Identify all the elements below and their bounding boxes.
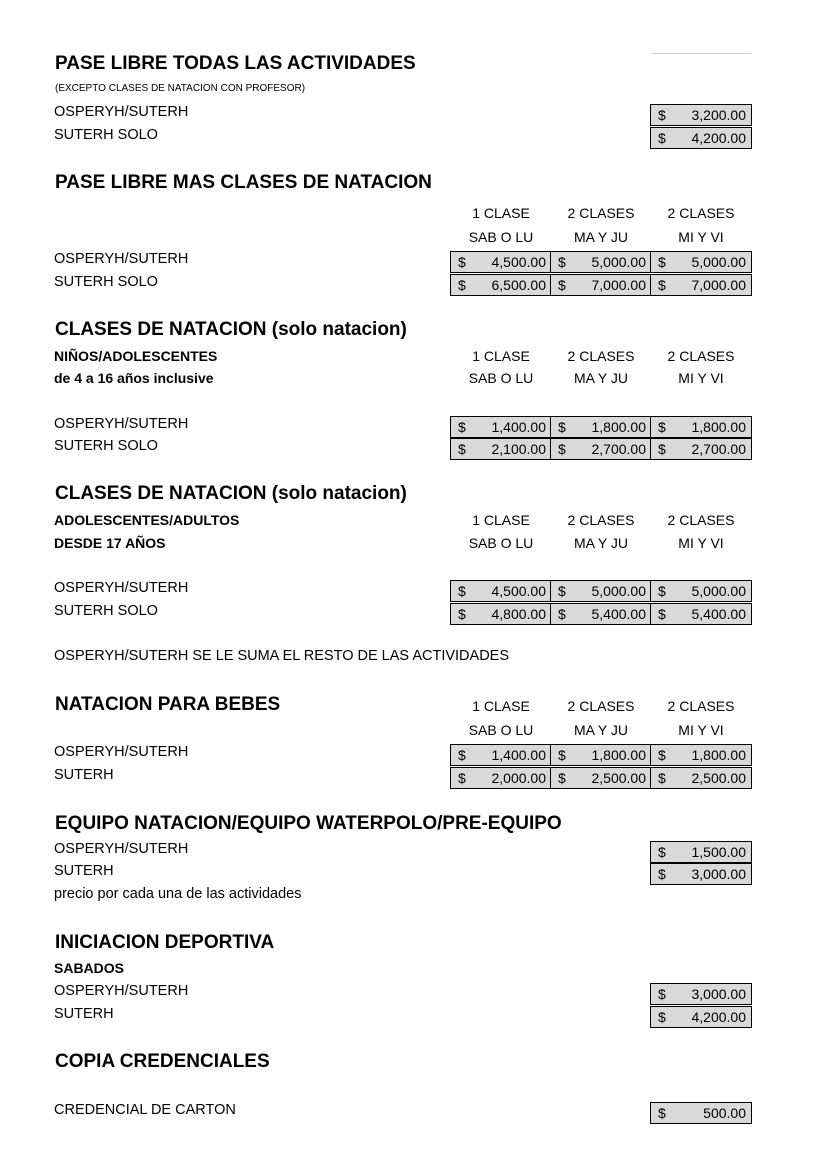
- price-value: 7,000.00: [691, 277, 746, 293]
- price-value: 4,800.00: [491, 606, 546, 622]
- price-cell: [650, 580, 752, 602]
- price-cell: [650, 416, 752, 438]
- price-value: 1,400.00: [491, 747, 546, 763]
- row-label: SUTERH: [54, 1006, 114, 1022]
- currency-symbol: $: [558, 277, 566, 293]
- column-subheader: MA Y JU: [574, 370, 628, 386]
- price-value: 1,800.00: [591, 419, 646, 435]
- currency-symbol: $: [458, 583, 466, 599]
- price-value: 5,400.00: [591, 606, 646, 622]
- row-label: OSPERYH/SUTERH: [54, 416, 189, 432]
- price-value: 2,700.00: [691, 441, 746, 457]
- price-cell: [450, 416, 552, 438]
- price-value: 4,500.00: [491, 583, 546, 599]
- price-value: 5,000.00: [591, 254, 646, 270]
- column-subheader: SAB O LU: [468, 535, 534, 551]
- currency-symbol: $: [658, 747, 666, 763]
- currency-symbol: $: [458, 606, 466, 622]
- price-value: 1,500.00: [691, 844, 746, 860]
- currency-symbol: $: [658, 419, 666, 435]
- column-header: 1 CLASE: [472, 698, 530, 714]
- section-title-equipo: EQUIPO NATACION/EQUIPO WATERPOLO/PRE-EQUIPO: [55, 813, 562, 834]
- price-value: 2,000.00: [491, 770, 546, 786]
- currency-symbol: $: [658, 107, 666, 123]
- price-cell: [550, 767, 652, 789]
- price-value: 7,000.00: [591, 277, 646, 293]
- price-cell: [650, 767, 752, 789]
- price-cell: [650, 274, 752, 296]
- price-value: 1,400.00: [491, 419, 546, 435]
- column-subheader: MA Y JU: [574, 229, 628, 245]
- currency-symbol: $: [458, 254, 466, 270]
- currency-symbol: $: [458, 277, 466, 293]
- price-cell: [450, 603, 552, 625]
- currency-symbol: $: [658, 844, 666, 860]
- row-label: SUTERH SOLO: [54, 603, 158, 619]
- section-title-iniciacion: INICIACION DEPORTIVA: [55, 932, 275, 953]
- section-title-pase-libre: PASE LIBRE TODAS LAS ACTIVIDADES: [55, 53, 416, 74]
- currency-symbol: $: [658, 606, 666, 622]
- section-subtitle: ADOLESCENTES/ADULTOS: [54, 512, 240, 528]
- section-title-credenciales: COPIA CREDENCIALES: [55, 1051, 270, 1072]
- currency-symbol: $: [658, 770, 666, 786]
- column-subheader: MI Y VI: [678, 722, 724, 738]
- section-title-natacion-ninos: CLASES DE NATACION (solo natacion): [55, 319, 407, 340]
- price-value: 3,000.00: [691, 866, 746, 882]
- row-label: SUTERH SOLO: [54, 274, 158, 290]
- row-label: SUTERH SOLO: [54, 127, 158, 143]
- column-subheader: MA Y JU: [574, 722, 628, 738]
- section-title-pase-libre-natacion: PASE LIBRE MAS CLASES DE NATACION: [55, 172, 432, 193]
- column-subheader: SAB O LU: [468, 370, 534, 386]
- currency-symbol: $: [658, 254, 666, 270]
- section-title-natacion-adultos: CLASES DE NATACION (solo natacion): [55, 483, 407, 504]
- column-subheader: SAB O LU: [468, 229, 534, 245]
- price-cell: [550, 416, 652, 438]
- currency-symbol: $: [458, 419, 466, 435]
- price-cell: [450, 438, 552, 460]
- currency-symbol: $: [558, 747, 566, 763]
- currency-symbol: $: [658, 130, 666, 146]
- section-title-natacion-bebes: NATACION PARA BEBES: [55, 694, 281, 715]
- row-label: SUTERH: [54, 767, 114, 783]
- currency-symbol: $: [658, 1105, 666, 1121]
- row-label: OSPERYH/SUTERH: [54, 104, 189, 120]
- price-cell: [550, 274, 652, 296]
- price-value: 5,000.00: [691, 254, 746, 270]
- currency-symbol: $: [558, 441, 566, 457]
- price-cell: [650, 251, 752, 273]
- currency-symbol: $: [658, 583, 666, 599]
- currency-symbol: $: [458, 747, 466, 763]
- price-cell: [650, 438, 752, 460]
- price-value: 3,000.00: [691, 986, 746, 1002]
- currency-symbol: $: [558, 419, 566, 435]
- row-label: OSPERYH/SUTERH: [54, 580, 189, 596]
- section-note: precio por cada una de las actividades: [54, 886, 302, 902]
- price-value: 2,100.00: [491, 441, 546, 457]
- column-header: 2 CLASES: [667, 698, 735, 714]
- column-header: 1 CLASE: [472, 348, 530, 364]
- price-cell: [650, 104, 752, 126]
- currency-symbol: $: [558, 770, 566, 786]
- price-cell: [550, 580, 652, 602]
- row-label: OSPERYH/SUTERH: [54, 251, 189, 267]
- price-value: 2,500.00: [591, 770, 646, 786]
- price-cell: [650, 127, 752, 149]
- price-value: 6,500.00: [491, 277, 546, 293]
- column-header: 2 CLASES: [667, 205, 735, 221]
- price-value: 3,200.00: [691, 107, 746, 123]
- price-value: 1,800.00: [691, 419, 746, 435]
- currency-symbol: $: [458, 441, 466, 457]
- column-header: 1 CLASE: [472, 205, 530, 221]
- currency-symbol: $: [558, 606, 566, 622]
- price-value: 1,800.00: [591, 747, 646, 763]
- column-header: 1 CLASE: [472, 512, 530, 528]
- column-subheader: MI Y VI: [678, 535, 724, 551]
- currency-symbol: $: [658, 986, 666, 1002]
- column-subheader: MI Y VI: [678, 229, 724, 245]
- section-note-excepto: (EXCEPTO CLASES DE NATACION CON PROFESOR): [55, 83, 306, 94]
- currency-symbol: $: [658, 1009, 666, 1025]
- column-subheader: SAB O LU: [468, 722, 534, 738]
- column-subheader: MA Y JU: [574, 535, 628, 551]
- currency-symbol: $: [658, 441, 666, 457]
- row-label: OSPERYH/SUTERH: [54, 983, 189, 999]
- section-subtitle: DESDE 17 AÑOS: [54, 535, 166, 551]
- price-value: 5,400.00: [691, 606, 746, 622]
- price-cell: [450, 274, 552, 296]
- row-label: SUTERH SOLO: [54, 438, 158, 454]
- currency-symbol: $: [558, 254, 566, 270]
- section-subtitle: NIÑOS/ADOLESCENTES: [54, 348, 218, 364]
- price-cell: [650, 863, 752, 885]
- price-value: 500.00: [703, 1105, 746, 1121]
- price-value: 2,500.00: [691, 770, 746, 786]
- price-value: 1,800.00: [691, 747, 746, 763]
- column-header: 2 CLASES: [567, 348, 635, 364]
- column-header: 2 CLASES: [667, 512, 735, 528]
- price-cell: [550, 744, 652, 766]
- section-subtitle: de 4 a 16 años inclusive: [54, 370, 214, 386]
- row-label: CREDENCIAL DE CARTON: [54, 1102, 236, 1118]
- price-cell: [650, 1102, 752, 1124]
- price-value: 5,000.00: [591, 583, 646, 599]
- price-value: 2,700.00: [591, 441, 646, 457]
- price-cell: [550, 251, 652, 273]
- price-cell: [650, 1006, 752, 1028]
- price-cell: [550, 438, 652, 460]
- column-header: 2 CLASES: [567, 512, 635, 528]
- price-cell: [450, 251, 552, 273]
- section-subtitle: SABADOS: [54, 960, 125, 976]
- currency-symbol: $: [558, 583, 566, 599]
- price-cell: [450, 580, 552, 602]
- currency-symbol: $: [458, 770, 466, 786]
- row-label: OSPERYH/SUTERH: [54, 744, 189, 760]
- currency-symbol: $: [658, 866, 666, 882]
- price-value: 4,500.00: [491, 254, 546, 270]
- price-cell: [450, 744, 552, 766]
- column-subheader: MI Y VI: [678, 370, 724, 386]
- column-header: 2 CLASES: [567, 205, 635, 221]
- column-header: 2 CLASES: [667, 348, 735, 364]
- price-cell: [650, 603, 752, 625]
- price-value: 4,200.00: [691, 130, 746, 146]
- row-label: OSPERYH/SUTERH: [54, 841, 189, 857]
- price-cell: [450, 767, 552, 789]
- section-footnote: OSPERYH/SUTERH SE LE SUMA EL RESTO DE LAS ACTIVIDADES: [54, 648, 510, 664]
- currency-symbol: $: [658, 277, 666, 293]
- header-rule: [651, 53, 751, 54]
- price-cell: [650, 744, 752, 766]
- price-value: 5,000.00: [691, 583, 746, 599]
- row-label: SUTERH: [54, 863, 114, 879]
- price-value: 4,200.00: [691, 1009, 746, 1025]
- column-header: 2 CLASES: [567, 698, 635, 714]
- price-cell: [650, 983, 752, 1005]
- price-cell: [650, 841, 752, 863]
- price-cell: [550, 603, 652, 625]
